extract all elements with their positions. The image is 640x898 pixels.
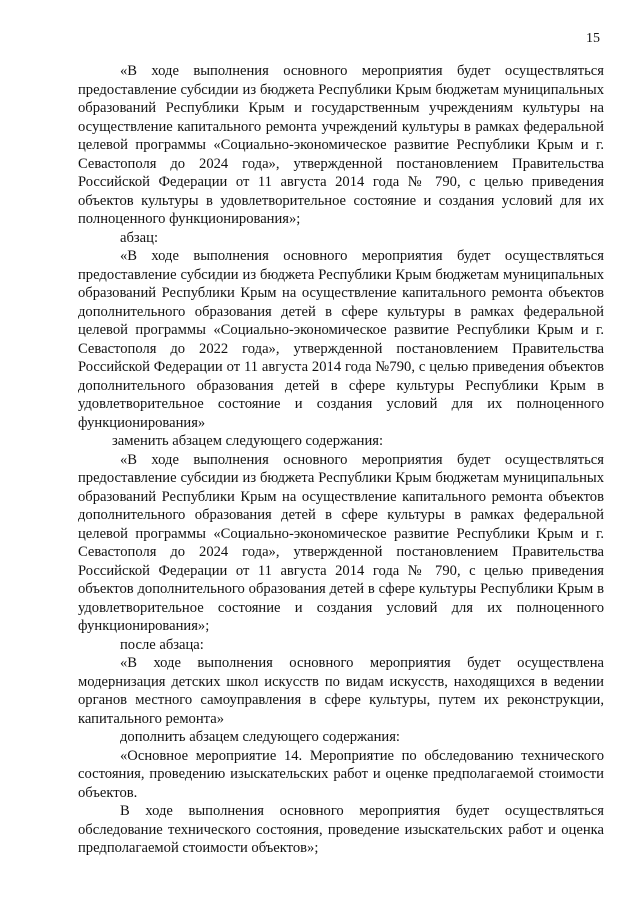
paragraph-quote-4: «В ходе выполнения основного мероприятия будет осуществлена модернизация детских школ искусств по видам искусств, находящихся в ведении органов местного самоуправления в сфере культуры, путем их реконструкции, капитального ремонта» <box>78 655 604 727</box>
paragraph-quote-1: «В ходе выполнения основного мероприятия будет осуществляться предоставление субсидии из бюджета Республики Крым бюджетам муниципальных образований Республики Крым и государственным учреждениям культуры на осуществление капитального ремонта учреждений культуры в рамках федеральной целевой программы «Социально-экономическое развитие Республики Крым и г. Севастополя до 2024 года», утвержденной постановлением Правительства Российской Федерации от 11 августа 2014 года № 790, с целью приведения объектов культуры в удовлетворительное состояние и создания условий для их полноценного функционирования»; <box>78 63 604 227</box>
paragraph-quote-2: «В ходе выполнения основного мероприятия будет осуществляться предоставление субсидии из бюджета Республики Крым бюджетам муниципальных образований Республики Крым на осуществление капитального ремонта объектов дополнительного образования детей в сфере культуры в рамках федеральной целевой программы «Социально-экономическое развитие Республики Крым и г. Севастополя до 2022 года», утвержденной постановлением Правительства Российской Федерации от 11 августа 2014 года №790, с целью приведения объектов дополнительного образования детей в сфере культуры Республики Крым в удовлетворительное состояние и создания условий для их полноценного функционирования» <box>78 248 604 431</box>
paragraph-label-abzac: абзац: <box>120 229 159 246</box>
paragraph-quote-5: «Основное мероприятие 14. Мероприятие по обследованию технического состояния, проведению изыскательских работ и оценке предполагаемой стоимости объектов. <box>78 747 604 801</box>
page-number: 15 <box>586 31 600 46</box>
paragraph-label-add: дополнить абзацем следующего содержания: <box>120 729 400 745</box>
paragraph-label-after: после абзаца: <box>120 636 204 653</box>
paragraph-quote-3: «В ходе выполнения основного мероприятия будет осуществляться предоставление субсидии из бюджета Республики Крым бюджетам муниципальных образований Республики Крым на осуществление капитального ремонта объектов дополнительного образования детей в сфере культуры в рамках федеральной целевой программы «Социально-экономическое развитие Республики Крым и г. Севастополя до 2024 года», утвержденной постановлением Правительства Российской Федерации от 11 августа 2014 года № 790, с целью приведения объектов дополнительного образования детей в сфере культуры Республики Крым в удовлетворительное состояние и создания условий для их полноценного функционирования»; <box>78 451 604 634</box>
paragraph-quote-6: В ходе выполнения основного мероприятия будет осуществляться обследование технического состояния, проведение изыскательских работ и оценка предполагаемой стоимости объектов»; <box>78 803 604 856</box>
document-body <box>78 62 604 858</box>
paragraph-label-replace: заменить абзацем следующего содержания: <box>112 433 384 449</box>
